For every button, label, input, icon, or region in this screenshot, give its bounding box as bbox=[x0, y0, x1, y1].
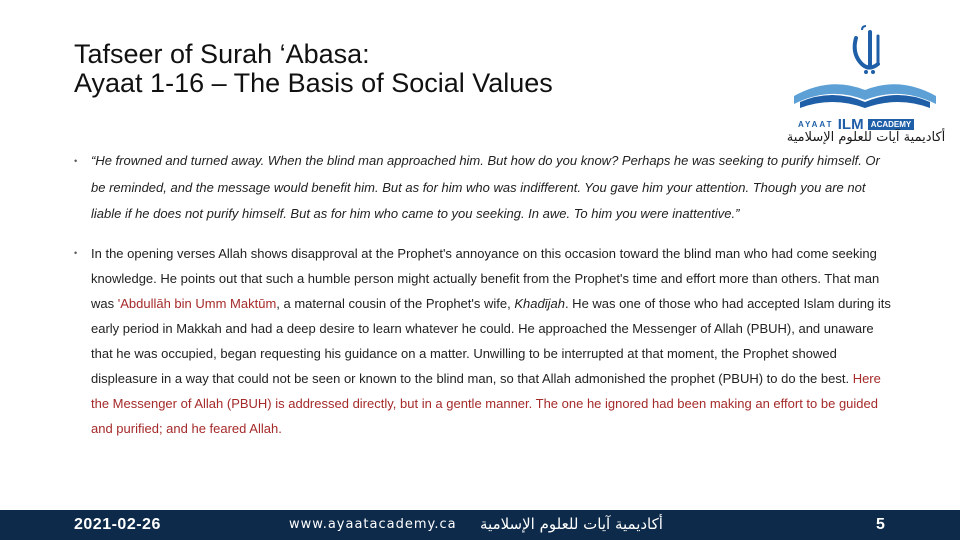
slide-title bbox=[74, 40, 734, 98]
slide-title-line-2: Ayaat 1-16 – The Basis of Social Values bbox=[74, 68, 553, 98]
logo-arabic-name: أكاديمية آيات للعلوم الإسلامية bbox=[786, 130, 946, 145]
name-khadijah: Khadījah bbox=[514, 295, 565, 311]
bullet-marker: • bbox=[74, 247, 78, 258]
footer-arabic-name: أكاديمية آيات للعلوم الإسلامية bbox=[480, 515, 663, 533]
footer-website: www.ayaatacademy.ca bbox=[289, 517, 457, 532]
bullet-marker: • bbox=[74, 156, 78, 166]
explanation-bullet bbox=[74, 241, 894, 441]
name-abdullah: 'Abdullāh bin Umm Maktūm bbox=[117, 295, 277, 311]
ayaat-academy-logo bbox=[770, 18, 960, 145]
page-number: 5 bbox=[876, 516, 885, 533]
explanation-text-part-3: . He was one of those who had accepted Islam during its early period in Makkah and had a deep desire to learn whatever he could. He approached the Messenger of Allah (PBUH), and unaware that he was occupied, began requesting his guidance on a matter. Unwilling to be interrupted at that moment, the Prophet showed displeasure in a way that could not be seen or known to the blind man, so that Allah admonished the prophet (PBUH) to do the best. bbox=[91, 295, 891, 386]
footer-bar bbox=[0, 510, 960, 540]
explanation-text-part-2: , a maternal cousin of the Prophet's wife, bbox=[276, 295, 515, 311]
slide-title-line-1: Tafseer of Surah ‘Abasa: bbox=[74, 39, 370, 69]
quote-bullet bbox=[74, 148, 894, 228]
logo-brand-left: AYAAT bbox=[798, 120, 834, 129]
footer-date: 2021-02-26 bbox=[74, 516, 161, 533]
explanation-text-part-1: In the opening verses Allah shows disapproval at the Prophet's annoyance on this occasion toward the blind man who had come seeking knowledge. He points out that such a humble person might actually benefit from the Prophet's time and effort more than others. That man was bbox=[91, 245, 880, 311]
logo-brand-right: ACADEMY bbox=[868, 119, 914, 130]
content-bullets bbox=[74, 148, 894, 441]
logo-brand-ilm: ILM bbox=[837, 116, 864, 133]
explanation-closing: Here the Messenger of Allah (PBUH) is addressed directly, but in a gentle manner. The one he ignored had been making an effort to be guided and purified; and he feared Allah. bbox=[91, 370, 881, 436]
arabic-calligraphy-mark-icon bbox=[770, 18, 960, 118]
quote-text: “He frowned and turned away. When the blind man approached him. But how do you know? Perhaps he was seeking to purify himself. Or be reminded, and the message would benefit him. But as for him who was indifferent. You gave him your attention. Though you are not liable if he does not purify himself. But as for him who came to you seeking. In awe. To him you were inattentive.” bbox=[91, 153, 880, 221]
